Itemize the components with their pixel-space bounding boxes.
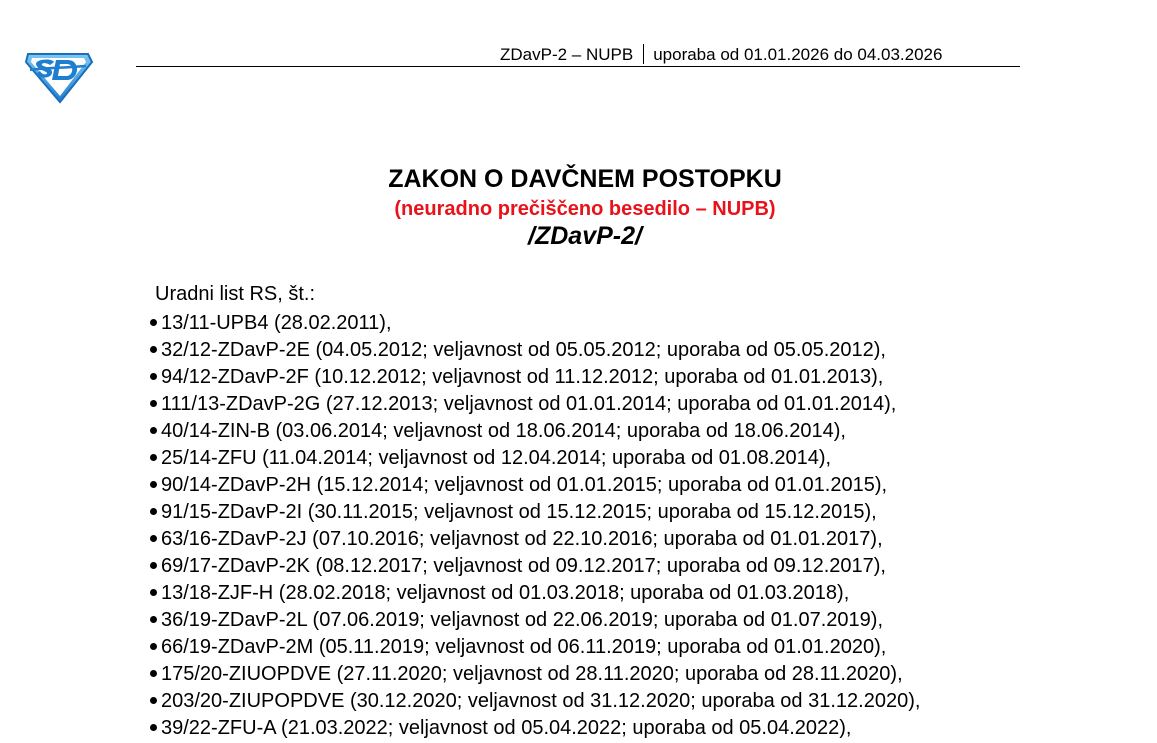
bullet-icon (150, 697, 157, 704)
gazette-item (150, 310, 920, 337)
bullet-icon (150, 481, 157, 488)
gazette-item-text: 25/14-ZFU (11.04.2014; veljavnost od 12.04.2014; uporaba od 01.08.2014), (161, 447, 832, 469)
gazette-item-text: 63/16-ZDavP-2J (07.10.2016; veljavnost od 22.10.2016; uporaba od 01.01.2017), (161, 528, 883, 550)
gazette-item (150, 499, 920, 526)
gazette-item (150, 580, 920, 607)
bullet-icon (150, 319, 157, 326)
gazette-item-text: 203/20-ZIUPOPDVE (30.12.2020; veljavnost od 31.12.2020; uporaba od 31.12.2020), (161, 690, 921, 712)
gazette-item (150, 715, 920, 742)
bullet-icon (150, 346, 157, 353)
gazette-item (150, 337, 920, 364)
gazette-item-text: 39/22-ZFU-A (21.03.2022; veljavnost od 05.04.2022; uporaba od 05.04.2022), (161, 717, 852, 739)
bullet-icon (150, 616, 157, 623)
gazette-item-text: 40/14-ZIN-B (03.06.2014; veljavnost od 18.06.2014; uporaba od 18.06.2014), (161, 420, 846, 442)
gazette-item (150, 391, 920, 418)
gazette-item-text: 36/19-ZDavP-2L (07.06.2019; veljavnost od 22.06.2019; uporaba od 01.07.2019), (161, 609, 884, 631)
bullet-icon (150, 427, 157, 434)
gazette-item (150, 418, 920, 445)
sd-logo-icon (22, 46, 94, 104)
gazette-item-text: 175/20-ZIUOPDVE (27.11.2020; veljavnost od 28.11.2020; uporaba od 28.11.2020), (161, 663, 903, 685)
gazette-item (150, 553, 920, 580)
gazette-item-text: 13/18-ZJF-H (28.02.2018; veljavnost od 01.03.2018; uporaba od 01.03.2018), (161, 582, 850, 604)
header-rule (136, 66, 1020, 67)
gazette-item (150, 445, 920, 472)
gazette-item-text: 32/12-ZDavP-2E (04.05.2012; veljavnost od 05.05.2012; uporaba od 05.05.2012), (161, 339, 886, 361)
gazette-label: Uradni list RS, št.: (155, 283, 316, 305)
header-doc-code: ZDavP-2 – NUPB (500, 45, 634, 64)
bullet-icon (150, 643, 157, 650)
gazette-item (150, 688, 920, 715)
gazette-item (150, 526, 920, 553)
gazette-item-text: 91/15-ZDavP-2I (30.11.2015; veljavnost od 15.12.2015; uporaba od 15.12.2015), (161, 501, 877, 523)
gazette-item (150, 364, 920, 391)
header-separator (643, 44, 644, 64)
bullet-icon (150, 400, 157, 407)
header-line (500, 44, 942, 65)
bullet-icon (150, 454, 157, 461)
document-abbreviation: /ZDavP-2/ (528, 222, 642, 250)
document-title: ZAKON O DAVČNEM POSTOPKU (388, 165, 782, 193)
gazette-item (150, 472, 920, 499)
bullet-icon (150, 589, 157, 596)
bullet-icon (150, 724, 157, 731)
gazette-item-text: 90/14-ZDavP-2H (15.12.2014; veljavnost od 01.01.2015; uporaba od 01.01.2015), (161, 474, 888, 496)
gazette-item-text: 66/19-ZDavP-2M (05.11.2019; veljavnost od 06.11.2019; uporaba od 01.01.2020), (161, 636, 887, 658)
header-usage-period: uporaba od 01.01.2026 do 04.03.2026 (653, 45, 943, 64)
bullet-icon (150, 373, 157, 380)
bullet-icon (150, 535, 157, 542)
bullet-icon (150, 562, 157, 569)
gazette-item (150, 607, 920, 634)
gazette-list (150, 310, 920, 742)
gazette-item-text: 69/17-ZDavP-2K (08.12.2017; veljavnost od 09.12.2017; uporaba od 09.12.2017), (161, 555, 886, 577)
bullet-icon (150, 508, 157, 515)
gazette-item (150, 634, 920, 661)
gazette-item-text: 13/11-UPB4 (28.02.2011), (161, 312, 392, 334)
gazette-item-text: 111/13-ZDavP-2G (27.12.2013; veljavnost od 01.01.2014; uporaba od 01.01.2014), (161, 393, 897, 415)
document-subtitle: (neuradno prečiščeno besedilo – NUPB) (394, 198, 776, 220)
bullet-icon (150, 670, 157, 677)
gazette-item-text: 94/12-ZDavP-2F (10.12.2012; veljavnost od 11.12.2012; uporaba od 01.01.2013), (161, 366, 884, 388)
gazette-item (150, 661, 920, 688)
